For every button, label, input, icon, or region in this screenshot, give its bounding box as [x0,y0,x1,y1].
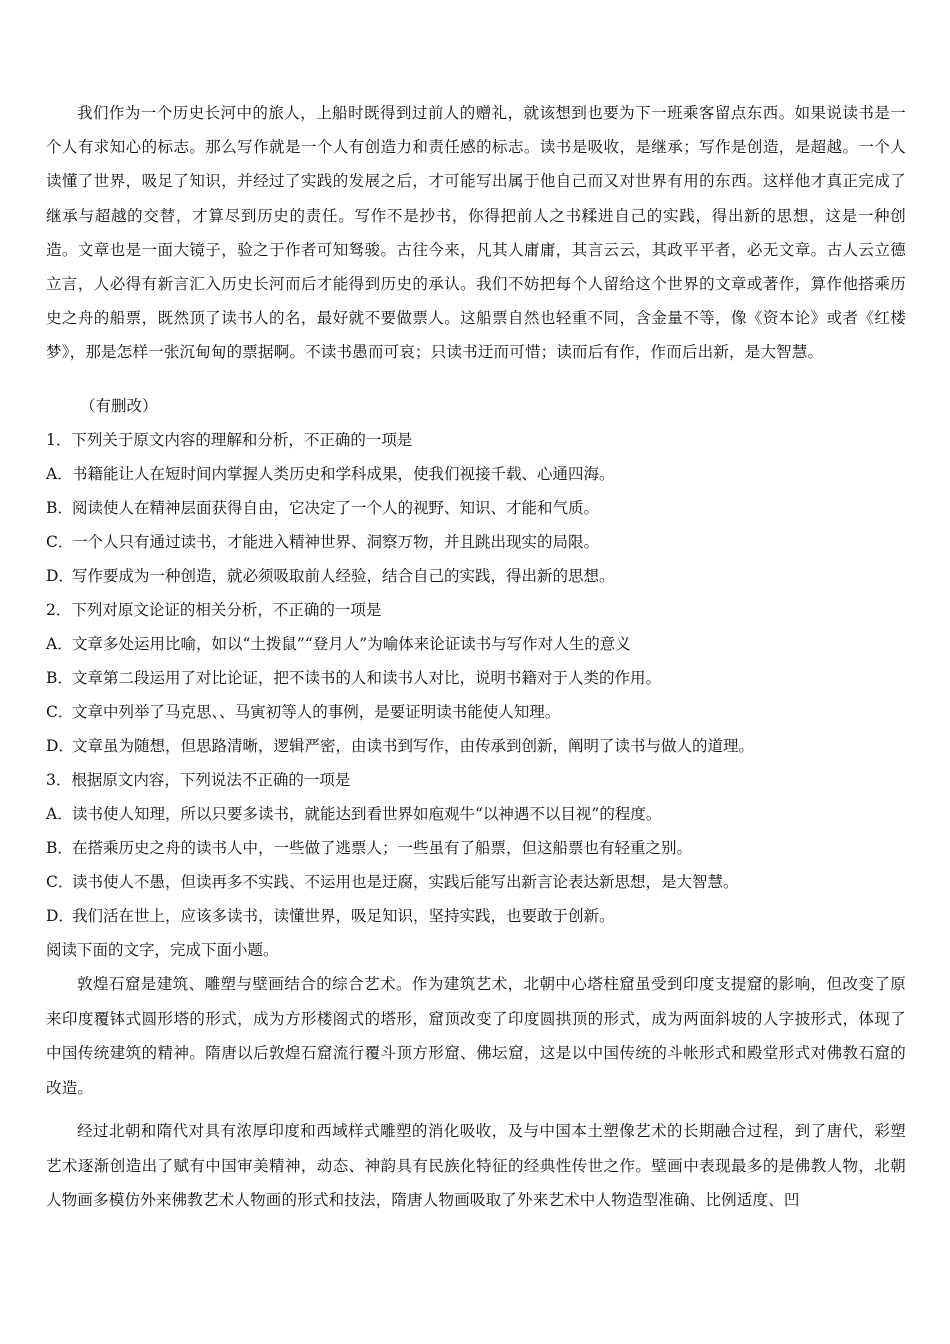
question-3-option-d [46,902,926,930]
question-1-option-d [46,562,926,590]
passage-paragraph: 敦煌石窟是建筑、雕塑与壁画结合的综合艺术。作为建筑艺术，北朝中心塔柱窟虽受到印度支提窟的影响，但改变了原来印度覆钵式圆形塔的形式，成为方形楼阁式的塔形，窟顶改变了印度圆拱顶的形式，成为两面斜坡的人字披形式，体现了中国传统建筑的精神。隋唐以后敦煌石窟流行覆斗顶方形窟、佛坛窟，这是以中国传统的斗帐形式和殿堂形式对佛教石窟的改造。 [46,975,906,1097]
option-text: 在搭乘历史之舟的读书人中，一些做了逃票人；一些虽有了船票，但这船票也有轻重之别。 [72,839,693,857]
option-text: 文章虽为随想，但思路清晰，逻辑严密，由读书到写作，由传承到创新，阐明了读书与做人的道理。 [72,737,755,755]
question-2-option-c [46,698,926,726]
option-mark: B． [46,839,73,857]
option-text: 文章多处运用比喻，如以“土拨鼠”“登月人”为喻体来论证读书与写作对人生的意义 [72,635,631,653]
option-mark: D． [46,907,74,925]
option-text: 文章中列举了马克思、、马寅初等人的事例，是要证明读书能使人知理。 [72,703,561,721]
option-mark: C． [46,533,74,551]
option-mark: D． [46,567,74,585]
option-mark: A． [46,465,73,483]
question-3-option-c [46,868,926,896]
option-mark: A． [46,635,73,653]
question-1-stem: 1．下列关于原文内容的理解和分析，不正确的一项是 [46,431,413,449]
option-mark: C． [46,703,74,721]
question-2-option-b [46,664,926,692]
option-text: 书籍能让人在短时间内掌握人类历史和学科成果，使我们视接千载、心通四海。 [72,465,615,483]
question-2-stem: 2．下列对原文论证的相关分析，不正确的一项是 [46,601,382,619]
option-text: 文章第二段运用了对比论证，把不读书的人和读书人对比，说明书籍对于人类的作用。 [72,669,662,687]
option-mark: C． [46,873,74,891]
question-2-option-d [46,732,926,760]
section-intro: 阅读下面的文字，完成下面小题。 [46,941,279,959]
question-1-option-b [46,494,926,522]
option-mark: B． [46,499,73,517]
passage-paragraph: 我们作为一个历史长河中的旅人，上船时既得到过前人的赠礼，就该想到也要为下一班乘客留点东西。如果说读书是一个人有求知心的标志。那么写作就是一个人有创造力和责任感的标志。读书是吸收，是继承；写作是创造，是超越。一个人读懂了世界，吸足了知识，并经过了实践的发展之后，才可能写出属于他自己而又对世界有用的东西。这样他才真正完成了继承与超越的交替，才算尽到历史的责任。写作不是抄书，你得把前人之书糅进自己的实践，得出新的思想，这是一种创造。文章也是一面大镜子，验之于作者可知驽骏。古往今来，凡其人庸庸，其言云云，其政平平者，必无文章。古人云立德立言，人必得有新言汇入历史长河而后才能得到历史的承认。我们不妨把每个人留给这个世界的文章或著作，算作他搭乘历史之舟的船票，既然顶了读书人的名，最好就不要做票人。这船票自然也轻重不同，含金量不等，像《资本论》或者《红楼梦》，那是怎样一张沉甸甸的票据啊。不读书愚而可哀；只读书迂而可惜；读而后有作，作而后出新，是大智慧。 [46,104,906,362]
option-text: 一个人只有通过读书，才能进入精神世界、洞察万物，并且跳出现实的局限。 [72,533,600,551]
question-2-option-a [46,630,926,658]
question-3-option-a [46,800,926,828]
question-3-stem: 3．根据原文内容，下列说法不正确的一项是 [46,771,351,789]
passage-paragraph: 经过北朝和隋代对具有浓厚印度和西域样式雕塑的消化吸收，及与中国本土塑像艺术的长期融合过程，到了唐代，彩塑艺术逐渐创造出了赋有中国审美精神，动态、神韵具有民族化特征的经典性传世之作。壁画中表现最多的是佛教人物，北朝人物画多模仿外来佛教艺术人物画的形式和技法，隋唐人物画吸取了外来艺术中人物造型准确、比例适度、凹 [46,1122,906,1210]
option-text: 读书使人知理，所以只要多读书，就能达到看世界如庖观牛“以神遇不以目视”的程度。 [72,805,662,823]
option-mark: D． [46,737,74,755]
option-text: 读书使人不愚，但读再多不实践、不运用也是迂腐，实践后能写出新言论表达新思想，是大智慧。 [72,873,739,891]
question-1-option-c [46,528,926,556]
option-text: 写作要成为一种创造，就必须吸取前人经验，结合自己的实践，得出新的思想。 [72,567,615,585]
option-text: 阅读使人在精神层面获得自由，它决定了一个人的视野、知识、才能和气质。 [72,499,600,517]
option-mark: B． [46,669,73,687]
question-1-option-a [46,460,926,488]
question-3-option-b [46,834,926,862]
option-mark: A． [46,805,73,823]
option-text: 我们活在世上，应该多读书，读懂世界，吸足知识，坚持实践，也要敢于创新。 [72,907,615,925]
source-note: （有删改） [80,397,158,415]
